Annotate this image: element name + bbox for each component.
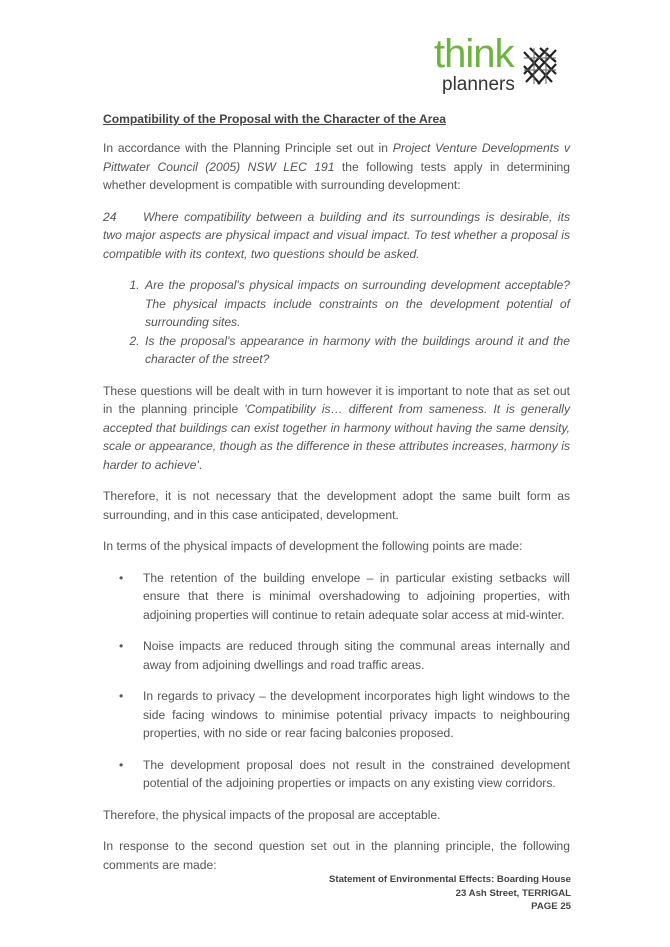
section-heading: Compatibility of the Proposal with the Character of the Area	[103, 112, 446, 126]
list-item	[103, 756, 570, 793]
street-map-icon	[522, 46, 558, 86]
turn-text-pre: These questions will be dealt with in turn however it is important to note that as set out in the planning principle	[103, 383, 570, 416]
therefore-paragraph-1: Therefore, it is not necessary that the development adopt the same built form as surrounding, and in this case anticipated, development.	[103, 489, 570, 522]
list-item	[103, 569, 570, 625]
bullet-icon: •	[119, 570, 124, 585]
footer-document-title: Statement of Environmental Effects: Boarding House	[328, 874, 571, 885]
think-planners-logo	[434, 32, 554, 102]
case-citation: Project Venture Developments v Pittwater Council (2005) NSW LEC 191	[103, 141, 570, 174]
question-item: 1. Are the proposal's physical impacts on surrounding development acceptable? The physical impacts include constraints on the development potential of surrounding sites.	[143, 276, 570, 332]
point-text: The retention of the building envelope – in particular existing setbacks will ensure that there is minimal overshadowing to adjoining properties, with adjoining properties will continue to retain adequate solar access at mid-winter.	[143, 570, 570, 622]
bullet-icon: •	[119, 639, 124, 653]
quote-text: Where compatibility between a building and its surroundings is desirable, its two major aspects are physical impact and visual impact. To test whether a proposal is compatible with its context, two questions should be asked.	[103, 209, 570, 261]
turn-quote: 'Compatibility is… different from sameness. It is generally accepted that buildings can exist together in harmony without having the same density, scale or appearance, though as the difference in these attributes increases, harmony is harder to achieve'	[103, 402, 570, 472]
physical-points-list	[103, 569, 570, 793]
list-item	[103, 637, 570, 674]
quote-number: 24	[103, 209, 117, 224]
list-item	[103, 687, 570, 743]
bullet-icon: •	[119, 757, 124, 772]
point-text: Noise impacts are reduced through siting the communal areas internally and away from adjoining dwellings and road traffic areas.	[143, 639, 570, 672]
intro-paragraph	[103, 139, 570, 195]
point-text: The development proposal does not result in the constrained development potential of the adjoining properties or impacts on any existing view corridors.	[143, 757, 570, 790]
response-paragraph: In response to the second question set out in the planning principle, the following comments are made:	[103, 839, 570, 872]
footer-address: 23 Ash Street, TERRIGAL	[455, 887, 571, 899]
point-text: In regards to privacy – the development incorporates high light windows to the side facing windows to minimise potential privacy impacts to neighbouring properties, with no side or rear facing balconies proposed.	[143, 689, 570, 740]
logo-word-planners: planners	[442, 74, 515, 95]
page-footer	[329, 873, 571, 914]
logo-word-think: think	[434, 32, 514, 76]
question-item: 2. Is the proposal's appearance in harmony with the buildings around it and the character of the street?	[143, 332, 570, 369]
turn-paragraph	[103, 382, 570, 475]
intro-text-pre: In accordance with the Planning Principle set out in	[103, 141, 393, 155]
quoted-principle	[103, 208, 570, 264]
footer-page-number: PAGE 25	[531, 901, 571, 912]
bullet-icon: •	[119, 689, 124, 703]
turn-text-post: .	[198, 457, 203, 472]
therefore-paragraph-2: Therefore, the physical impacts of the proposal are acceptable.	[103, 807, 441, 822]
intro-text-post: the following tests apply in determining whether development is compatible with surrounding development:	[103, 159, 570, 192]
physical-impacts-intro: In terms of the physical impacts of development the following points are made:	[103, 539, 523, 553]
document-body	[103, 112, 570, 887]
questions-list	[103, 276, 570, 369]
